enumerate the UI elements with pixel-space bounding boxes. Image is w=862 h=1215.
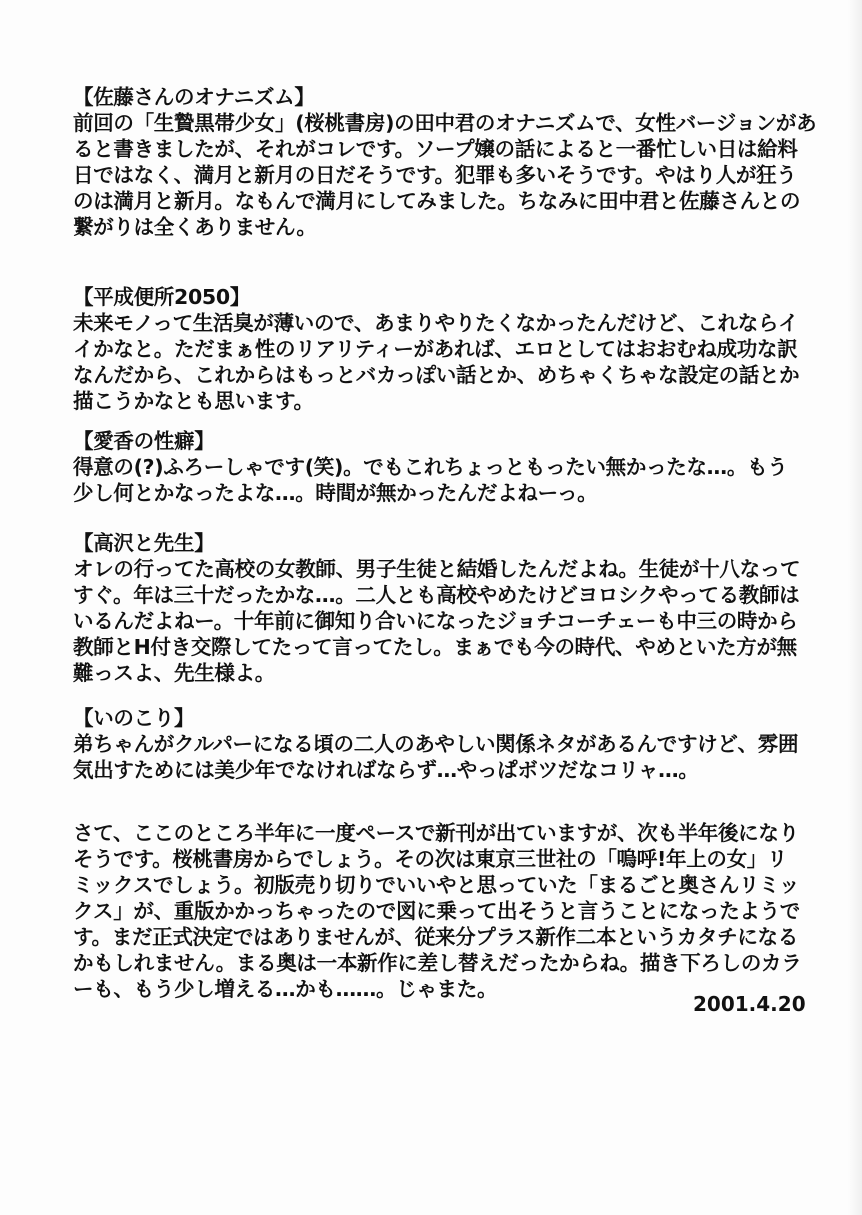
body-line: イかなと。ただまぁ性のリアリティーがあれば、エロとしてはおおむね成功な訳 — [73, 337, 798, 361]
body-line: そうです。桜桃書房からでしょう。その次は東京三世社の「嗚呼!年上の女」リ — [73, 847, 788, 871]
body-line: のは満月と新月。なもんで満月にしてみました。ちなみに田中君と佐藤さんとの — [73, 189, 801, 213]
section-heading: 【平成便所2050】 — [73, 285, 251, 309]
scan-page-edge — [848, 0, 862, 1215]
body-line: ーも、もう少し増える…かも……。じゃまた。 — [73, 977, 498, 1001]
body-line: 弟ちゃんがクルパーになる頃の二人のあやしい関係ネタがあるんですけど、雰囲 — [73, 732, 799, 756]
section-inokori — [73, 705, 813, 783]
body-line: 未来モノって生活臭が薄いので、あまりやりたくなかったんだけど、これならイ — [73, 311, 799, 335]
body-line: なんだから、これからはもっとバカっぽい話とか、めちゃくちゃな設定の話とか — [73, 363, 800, 387]
body-line: 教師とH付き交際してたって言ってたし。まぁでも今の時代、やめといた方が無 — [73, 635, 797, 659]
body-line: ミックスでしょう。初版売り切りでいいやと思っていた「まるごと奥さんリミッ — [73, 873, 800, 897]
body-line: す。まだ正式決定ではありませんが、従来分プラス新作二本というカタチになる — [73, 925, 798, 949]
section-sato — [73, 84, 817, 240]
body-line: さて、ここのところ半年に一度ペースで新刊が出ていますが、次も半年後になり — [73, 821, 799, 845]
section-heading: 【高沢と先生】 — [73, 531, 215, 555]
body-line: 描こうかなとも思います。 — [73, 389, 314, 413]
section-heading: 【愛香の性癖】 — [73, 429, 215, 453]
body-line: 少し何とかなったよな…。時間が無かったんだよねーっ。 — [73, 481, 598, 505]
section-heisei-benjo — [73, 284, 813, 414]
body-line: オレの行ってた高校の女教師、男子生徒と結婚したんだよね。生徒が十八なって — [73, 557, 801, 581]
section-aika — [73, 428, 813, 506]
body-line: 得意の(?)ふろーしゃです(笑)。でもこれちょっともったい無かったな…。もう — [73, 455, 788, 479]
body-line: いるんだよねー。十年前に御知り合いになったジョチコーチェーも中三の時から — [73, 609, 798, 633]
body-line: 気出すためには美少年でなければならず…やっぱボツだなコリャ…。 — [73, 758, 699, 782]
body-line: すぐ。年は三十だったかな…。二人とも高校やめたけどヨロシクやってる教師は — [73, 583, 800, 607]
section-takazawa — [73, 530, 813, 686]
body-line: かもしれません。まる奥は一本新作に差し替えだったからね。描き下ろしのカラ — [73, 951, 802, 975]
body-line: 繋がりは全くありません。 — [73, 215, 317, 239]
body-line: 日ではなく、満月と新月の日だそうです。犯罪も多いそうです。やはり人が狂う — [73, 163, 797, 187]
date-stamp: 2001.4.20 — [693, 992, 806, 1016]
body-line: 難っスよ、先生様よ。 — [73, 661, 275, 685]
body-line: ると書きましたが、それがコレです。ソープ嬢の話によると一番忙しい日は給料 — [73, 137, 798, 161]
section-heading: 【佐藤さんのオナニズム】 — [73, 85, 315, 109]
body-line: 前回の「生贄黒帯少女」(桜桃書房)の田中君のオナニズムで、女性バージョンがあ — [73, 111, 817, 135]
body-line: クス」が、重版かかっちゃったので図に乗って出そうと言うことになったようで — [73, 899, 800, 923]
closing-paragraph — [73, 820, 813, 1002]
section-heading: 【いのこり】 — [73, 706, 195, 730]
